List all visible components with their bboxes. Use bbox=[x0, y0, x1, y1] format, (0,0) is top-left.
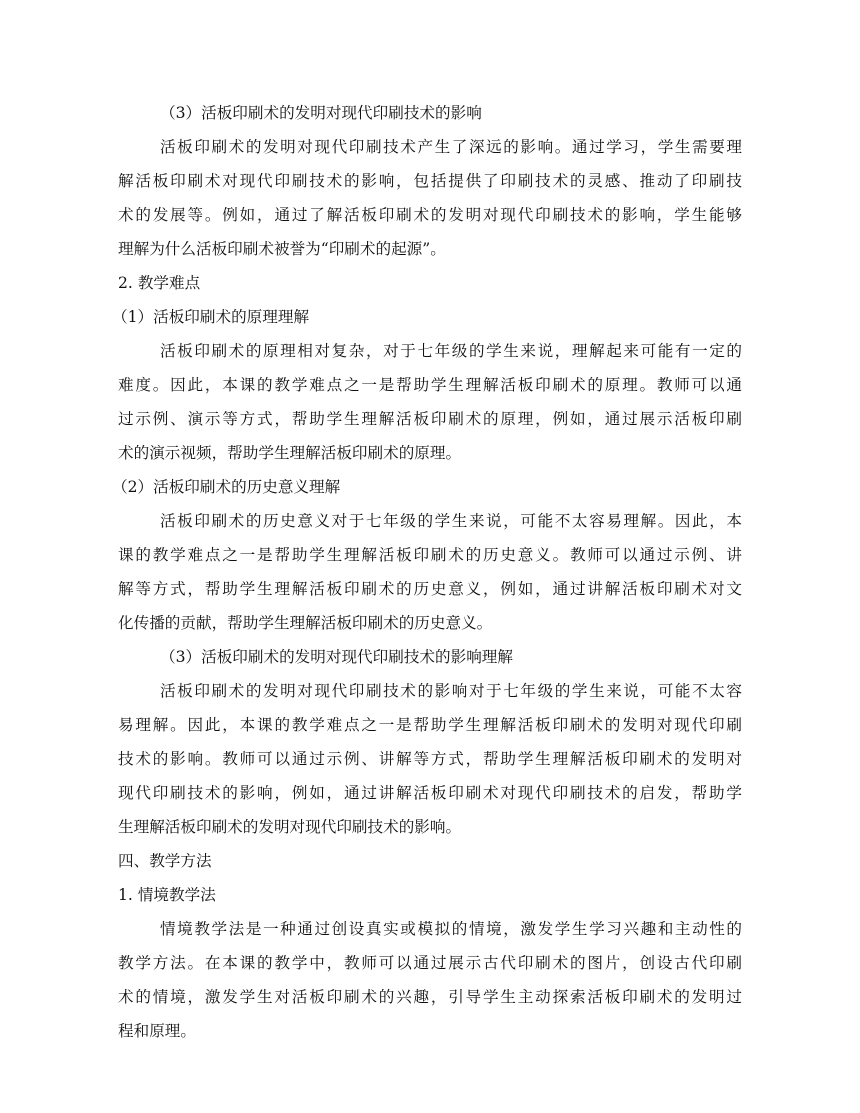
paragraph-line: 解活板印刷术对现代印刷技术的影响，包括提供了印刷技术的灵感、推动了印刷技 bbox=[118, 172, 742, 190]
paragraph-line: 教学方法。在本课的教学中，教师可以通过展示古代印刷术的图片，创设古代印刷 bbox=[118, 954, 742, 972]
heading-situational-teaching: 1. 情境教学法 bbox=[118, 886, 216, 904]
section-heading-difficulties: 2. 教学难点 bbox=[118, 274, 201, 292]
paragraph-line: 技术的影响。教师可以通过示例、讲解等方式，帮助学生理解活板印刷术的发明对 bbox=[118, 750, 742, 768]
paragraph-line: 活板印刷术的发明对现代印刷技术的影响对于七年级的学生来说，可能不太容 bbox=[160, 682, 742, 700]
paragraph-line: 解等方式，帮助学生理解活板印刷术的历史意义，例如，通过讲解活板印刷术对文 bbox=[118, 580, 742, 598]
sub-heading-modern-influence: （3）活板印刷术的发明对现代印刷技术的影响 bbox=[160, 104, 482, 122]
paragraph-line: 术的发展等。例如，通过了解活板印刷术的发明对现代印刷技术的影响，学生能够 bbox=[118, 206, 742, 224]
paragraph-line: 生理解活板印刷术的发明对现代印刷技术的影响。 bbox=[118, 818, 462, 836]
paragraph-line: 现代印刷技术的影响，例如，通过讲解活板印刷术对现代印刷技术的启发，帮助学 bbox=[118, 784, 742, 802]
paragraph-line: 课的教学难点之一是帮助学生理解活板印刷术的历史意义。教师可以通过示例、讲 bbox=[118, 546, 742, 564]
paragraph-line: 化传播的贡献，帮助学生理解活板印刷术的历史意义。 bbox=[118, 614, 493, 632]
paragraph-line: 术的情境，激发学生对活板印刷术的兴趣，引导学生主动探索活板印刷术的发明过 bbox=[118, 988, 742, 1006]
paragraph-line: 术的演示视频，帮助学生理解活板印刷术的原理。 bbox=[118, 444, 462, 462]
paragraph-line: 活板印刷术的历史意义对于七年级的学生来说，可能不太容易理解。因此，本 bbox=[160, 512, 742, 530]
paragraph-line: 过示例、演示等方式，帮助学生理解活板印刷术的原理，例如，通过展示活板印刷 bbox=[118, 410, 742, 428]
section-heading-teaching-methods: 四、教学方法 bbox=[118, 852, 212, 870]
paragraph-line: 活板印刷术的原理相对复杂，对于七年级的学生来说，理解起来可能有一定的 bbox=[160, 342, 742, 360]
sub-heading-principle: （1）活板印刷术的原理理解 bbox=[112, 308, 310, 326]
sub-heading-modern-influence-understanding: （3）活板印刷术的发明对现代印刷技术的影响理解 bbox=[160, 648, 513, 666]
sub-heading-historical-meaning: （2）活板印刷术的历史意义理解 bbox=[112, 478, 341, 496]
paragraph-line: 易理解。因此，本课的教学难点之一是帮助学生理解活板印刷术的发明对现代印刷 bbox=[118, 716, 742, 734]
paragraph-line: 难度。因此，本课的教学难点之一是帮助学生理解活板印刷术的原理。教师可以通 bbox=[118, 376, 742, 394]
paragraph-line: 情境教学法是一种通过创设真实或模拟的情境，激发学生学习兴趣和主动性的 bbox=[160, 920, 742, 938]
paragraph-line: 活板印刷术的发明对现代印刷技术产生了深远的影响。通过学习，学生需要理 bbox=[160, 138, 742, 156]
paragraph-line: 理解为什么活板印刷术被誉为“印刷术的起源”。 bbox=[118, 240, 446, 258]
paragraph-line: 程和原理。 bbox=[118, 1022, 196, 1040]
document-body bbox=[112, 96, 742, 1048]
